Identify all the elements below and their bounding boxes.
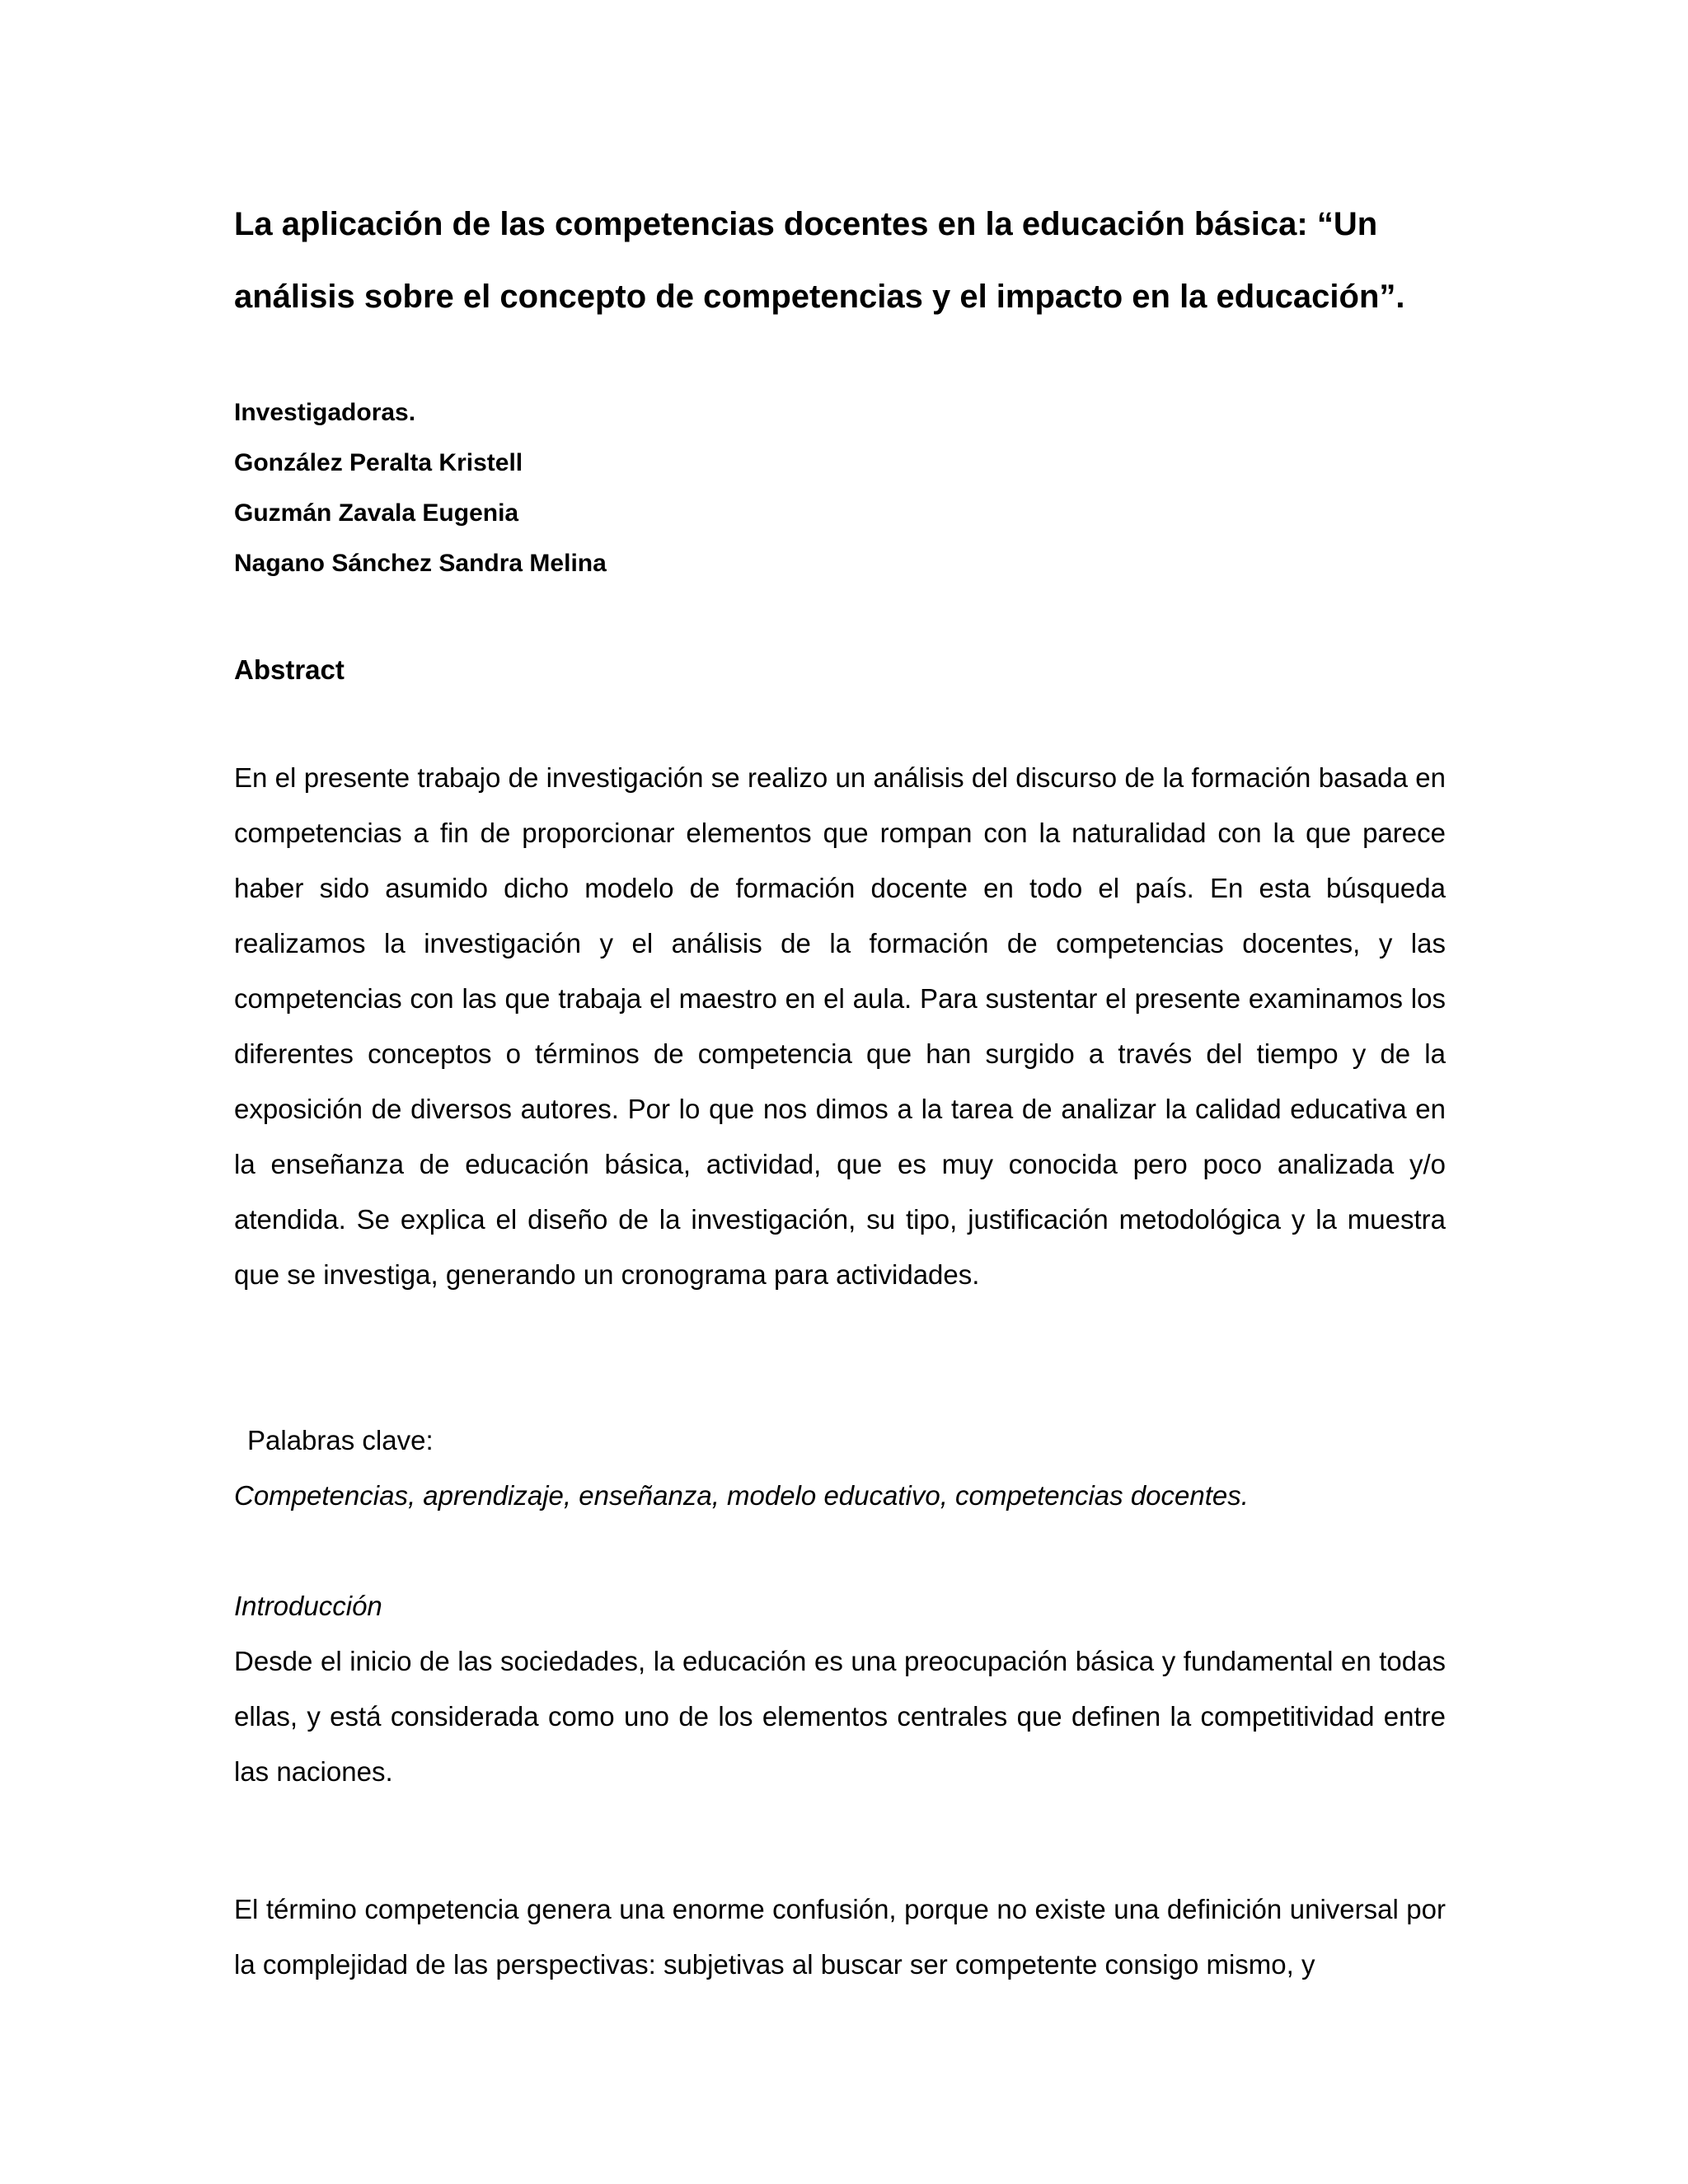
page-content <box>234 188 1446 1992</box>
keywords-label: Palabras clave: <box>247 1425 434 1455</box>
introduction-paragraph: El término competencia genera una enorme confusión, porque no existe una definición universal por la complejidad de las perspectivas: subjetivas al buscar ser competente consigo mismo, y <box>234 1894 1446 1980</box>
author-name: González Peralta Kristell <box>234 449 523 476</box>
keywords-list: Competencias, aprendizaje, enseñanza, modelo educativo, competencias docentes. <box>234 1480 1249 1511</box>
author-name: Nagano Sánchez Sandra Melina <box>234 550 607 577</box>
authors-block <box>234 387 1446 588</box>
authors-heading: Investigadoras. <box>234 399 416 426</box>
paper-title: La aplicación de las competencias docentes en la educación básica: “Un análisis sobre el concepto de competencias y el impacto en la educación”. <box>234 206 1405 315</box>
introduction-paragraph: Desde el inicio de las sociedades, la educación es una preocupación básica y fundamental en todas ellas, y está considerada como uno de los elementos centrales que definen la competitividad entre las naciones. <box>234 1646 1446 1787</box>
abstract-text: En el presente trabajo de investigación se realizo un análisis del discurso de la formación basada en competencias a fin de proporcionar elementos que rompan con la naturalidad con la que parece haber sido asumido dicho modelo de formación docente en todo el país. En esta búsqueda realizamos la investigación y el análisis de la formación de competencias docentes, y las competencias con las que trabaja el maestro en el aula. Para sustentar el presente examinamos los diferentes conceptos o términos de competencia que han surgido a través del tiempo y de la exposición de diversos autores. Por lo que nos dimos a la tarea de analizar la calidad educativa en la enseñanza de educación básica, actividad, que es muy conocida pero poco analizada y/o atendida. Se explica el diseño de la investigación, su tipo, justificación metodológica y la muestra que se investiga, generando un cronograma para actividades. <box>234 762 1446 1290</box>
abstract-heading: Abstract <box>234 654 345 685</box>
introduction-heading: Introducción <box>234 1591 382 1621</box>
author-name: Guzmán Zavala Eugenia <box>234 499 519 527</box>
